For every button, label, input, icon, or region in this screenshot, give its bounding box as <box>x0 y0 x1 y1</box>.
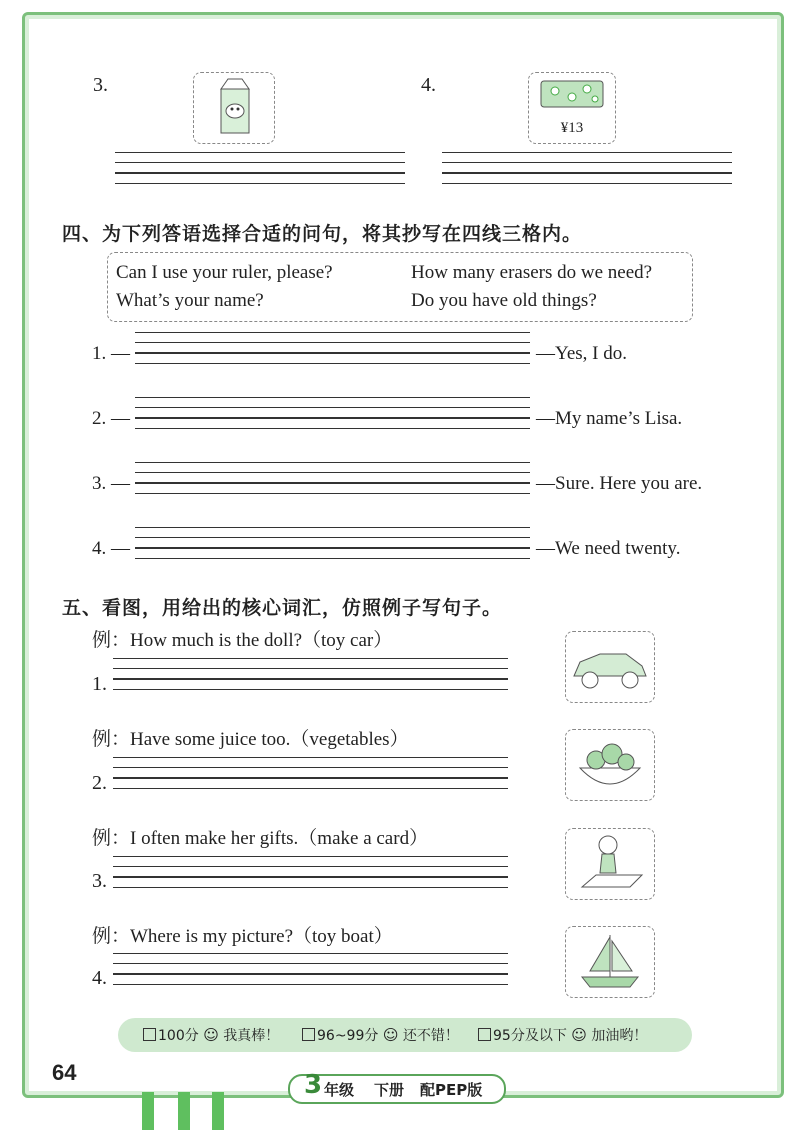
s4-item-3-answer: —Sure. Here you are. <box>536 473 703 494</box>
s4-item-3-number: 3. — <box>92 473 130 494</box>
milk-carton-icon <box>193 72 275 144</box>
choice-4: Do you have old things? <box>411 290 597 311</box>
item-4-number: 4. <box>421 74 436 96</box>
pencil-case-icon <box>528 72 616 144</box>
choice-1: Can I use your ruler, please? <box>116 262 333 283</box>
s4-item-4-answer: —We need twenty. <box>536 538 681 559</box>
score-95-below: 95分及以下 ☺ 加油哟！ <box>478 1025 647 1045</box>
toy-car-icon <box>565 631 655 703</box>
vegetable-bowl-icon <box>565 729 655 801</box>
page-number: 64 <box>52 1060 77 1085</box>
s4-item-1-answer: —Yes, I do. <box>536 343 627 364</box>
decor-bar <box>142 1092 154 1130</box>
cheer-icon: ☺ <box>571 1026 587 1044</box>
s4-item-1-number: 1. — <box>92 343 130 364</box>
volume-text: 下册 <box>374 1081 405 1099</box>
choice-2: How many erasers do we need? <box>411 262 653 283</box>
score-96-99: 96~99分 ☺ 还不错！ <box>302 1025 459 1045</box>
s5-item-1-number: 1. <box>92 673 107 695</box>
s5-item-2-number: 2. <box>92 772 107 794</box>
s5-item-4-number: 4. <box>92 967 107 989</box>
s4-item-2-answer: —My name’s Lisa. <box>536 408 683 429</box>
s5-item-1-example: 例：How much is the doll?（toy car） <box>92 630 393 651</box>
s5-item-2-example: 例：Have some juice too.（vegetables） <box>92 729 409 750</box>
pencil-case-price: ¥13 <box>560 120 584 136</box>
decor-bar <box>212 1092 224 1130</box>
grade-label <box>288 1070 506 1104</box>
s4-item-4-number: 4. — <box>92 538 130 559</box>
item-3-number: 3. <box>93 74 108 96</box>
checkbox[interactable] <box>143 1028 156 1041</box>
writing-lines-3 <box>115 152 405 193</box>
s5-item-4-example: 例：Where is my picture?（toy boat） <box>92 926 393 947</box>
smile-icon: ☺ <box>382 1026 399 1044</box>
checkbox[interactable] <box>478 1028 491 1041</box>
edition-text: 配PEP版 <box>420 1081 483 1099</box>
decor-bar <box>178 1092 190 1130</box>
writing-lines-4 <box>442 152 732 193</box>
section-5-title: 五、看图，用给出的核心词汇，仿照例子写句子。 <box>62 597 503 619</box>
s5-item-3-example: 例：I often make her gifts.（make a card） <box>92 828 429 849</box>
section-4-title: 四、为下列答语选择合适的问句，将其抄写在四线三格内。 <box>62 223 583 245</box>
girl-making-card-icon <box>565 828 655 900</box>
choice-3: What’s your name? <box>116 290 264 311</box>
smile-icon: ☺ <box>203 1026 219 1044</box>
checkbox[interactable] <box>302 1028 315 1041</box>
s4-item-2-number: 2. — <box>92 408 130 429</box>
s5-item-3-number: 3. <box>92 870 107 892</box>
toy-boat-icon <box>565 926 655 998</box>
grade-number: 3 <box>304 1070 323 1100</box>
score-100: 100分 ☺ 我真棒！ <box>143 1025 279 1045</box>
grade-text: 年级 <box>324 1081 355 1099</box>
